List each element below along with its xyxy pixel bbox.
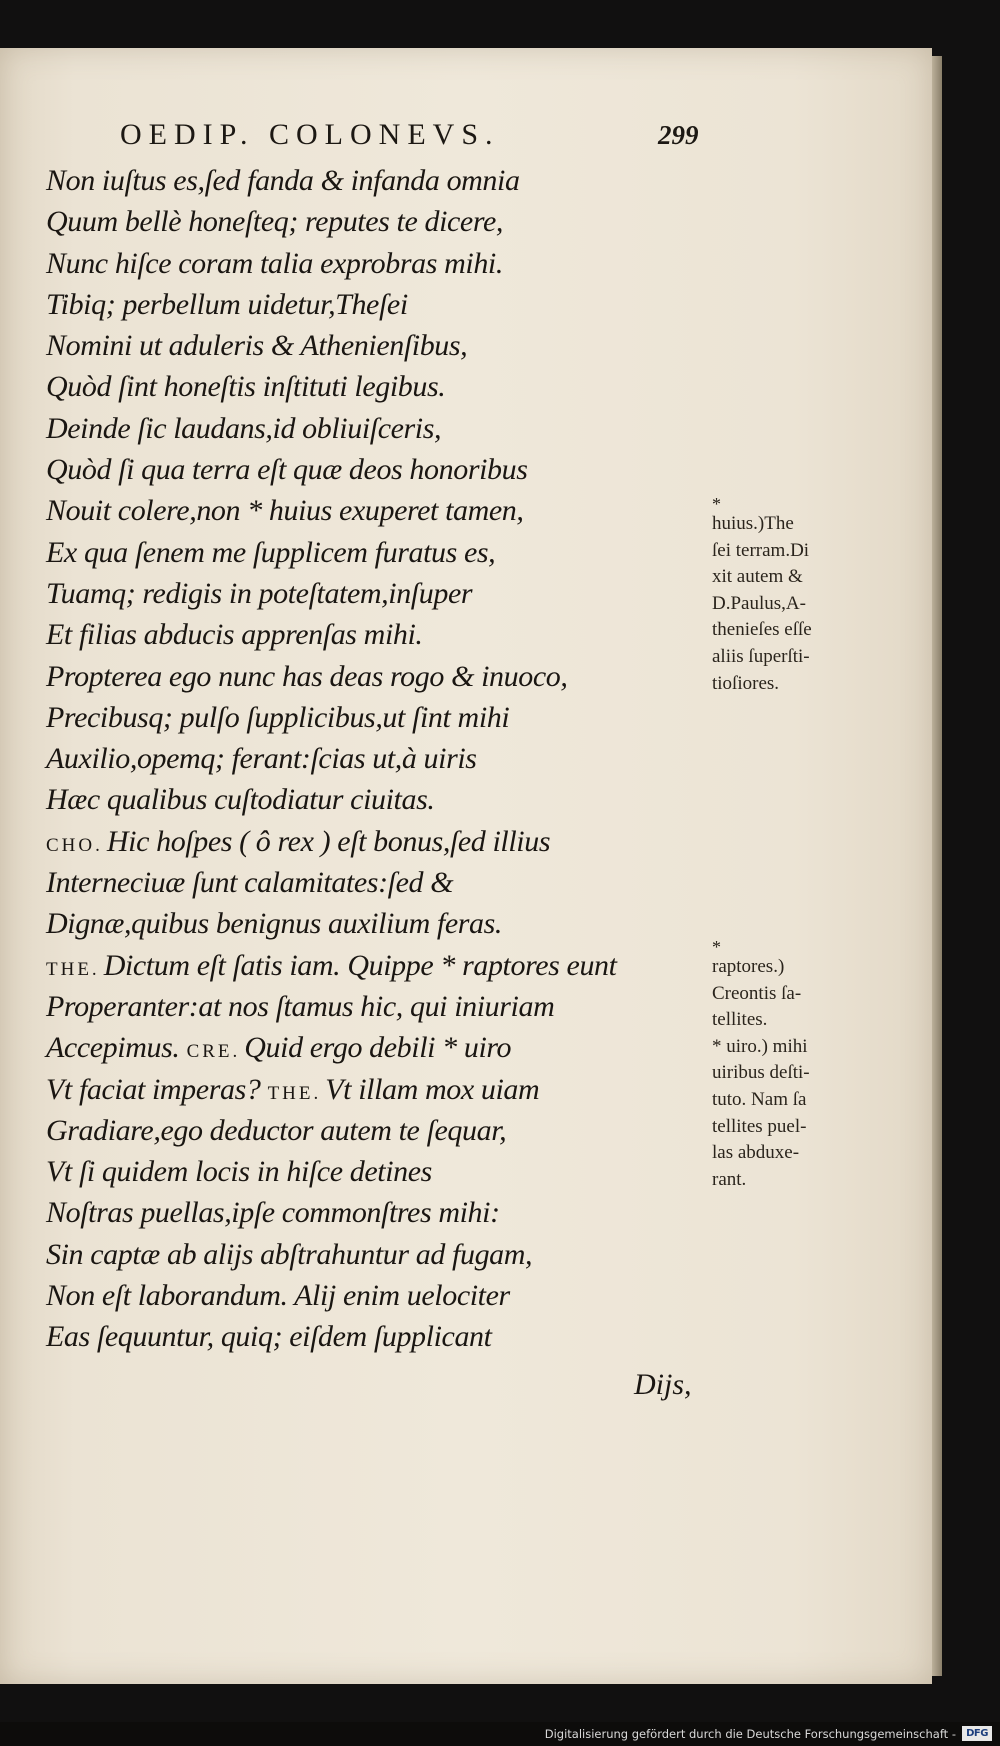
- verse-line: [46, 490, 686, 531]
- verse-line: [46, 1316, 686, 1357]
- page-number: 299: [658, 120, 699, 150]
- marginal-note-raptores: [712, 937, 882, 1193]
- verse-line: [46, 1275, 686, 1316]
- verse-line-text: Vt illam mox uiam: [325, 1072, 540, 1106]
- verse-line-text: Accepimus.: [46, 1031, 180, 1065]
- catchword: Dijs,: [634, 1368, 692, 1401]
- verse-line: [46, 1110, 686, 1151]
- note-line: ſei terram.Di: [712, 539, 810, 561]
- note-line: uiribus deſti-: [712, 1062, 810, 1084]
- verse-line-text: Properanter:at nos ſtamus hic, qui iniuriam: [46, 989, 555, 1023]
- verse-line: [46, 201, 686, 242]
- verse-line: [46, 1027, 686, 1068]
- verse-line: [46, 1151, 686, 1192]
- speaker-label: CRE.: [186, 1041, 241, 1063]
- verse-line-text: Hic hoſpes ( ô rex ) eſt bonus,ſed illius: [106, 824, 551, 858]
- verse-line-text: Ex qua ſenem me ſupplicem furatus es,: [46, 535, 496, 569]
- verse-line: [46, 1234, 686, 1275]
- verse-line-text: Noſtras puellas,ipſe commonſtres mihi:: [46, 1196, 500, 1230]
- note-line: huius.)The: [712, 513, 794, 534]
- note-line: * uiro.) mihi: [712, 1035, 808, 1057]
- note-line: xit autem &: [712, 566, 803, 588]
- verse-line: [46, 243, 686, 284]
- verse-line: [46, 160, 686, 201]
- verse-line: [46, 697, 686, 738]
- note-line: D.Paulus,A-: [712, 592, 806, 614]
- verse-line: [46, 821, 686, 862]
- verse-line-text: Tuamq; redigis in poteſtatem,inſuper: [46, 576, 473, 610]
- note-line: tuto. Nam ſa: [712, 1088, 807, 1110]
- verse-line-text: Nomini ut aduleris & Athenienſibus,: [46, 329, 468, 363]
- verse-line-text: Eas ſequuntur, quiq; eiſdem ſupplicant: [46, 1320, 492, 1354]
- verse-line: [46, 986, 686, 1027]
- verse-line-text: Gradiare,ego deductor autem te ſequar,: [46, 1113, 507, 1147]
- running-title: OEDIP. COLONEVS.: [120, 118, 500, 151]
- verse-line-text: Propterea ego nunc has deas rogo & inuoco,: [46, 659, 568, 693]
- verse-line: [46, 903, 686, 944]
- marginal-note-huius: [712, 494, 882, 697]
- funding-note: Digitalisierung gefördert durch die Deutsche Forschungsgemeinschaft -: [544, 1727, 956, 1741]
- verse-line-text: Et filias abducis apprenſas mihi.: [46, 618, 423, 652]
- note-line: Creontis ſa-: [712, 982, 802, 1004]
- verse-line-text: Auxilio,opemq; ferant:ſcias ut,à uiris: [46, 742, 477, 776]
- note-marker: *: [712, 937, 721, 957]
- note-line: tioſiores.: [712, 672, 780, 694]
- verse-line: [46, 325, 686, 366]
- verse-line-text: Vt ſi quidem locis in hiſce detines: [46, 1155, 432, 1189]
- verse-line: [46, 945, 686, 986]
- verse-line: [46, 779, 686, 820]
- verse-line-text: Dictum eſt ſatis iam. Quippe * raptores eunt: [103, 948, 617, 982]
- note-line: aliis ſuperſti-: [712, 645, 810, 667]
- note-line: tellites.: [712, 1009, 768, 1031]
- verse-line-text: Quid ergo debili * uiro: [244, 1031, 512, 1065]
- note-line: raptores.): [712, 956, 785, 977]
- verse-line-text: Hæc qualibus cuſtodiatur ciuitas.: [46, 783, 435, 817]
- verse-line-text: Quòd ſi qua terra eſt quæ deos honoribus: [46, 453, 528, 487]
- note-line: las abduxe-: [712, 1142, 800, 1164]
- verse-line-text: Nouit colere,non * huius exuperet tamen,: [46, 494, 524, 528]
- dfg-logo: DFG: [962, 1726, 992, 1741]
- speaker-label: THE.: [267, 1082, 322, 1104]
- verse-line-text: Precibusq; pulſo ſupplicibus,ut ſint mihi: [46, 700, 510, 734]
- verse-line-text: Vt faciat imperas?: [46, 1072, 261, 1106]
- verse-line: [46, 449, 686, 490]
- verse-line-text: Nunc hiſce coram talia exprobras mihi.: [46, 246, 503, 280]
- verse-line-text: Tibiq; perbellum uidetur,Theſei: [46, 287, 408, 321]
- note-line: thenieſes eſſe: [712, 619, 812, 641]
- verse-line-text: Dignæ,quibus benignus auxilium feras.: [46, 907, 503, 941]
- verse-line-text: Quòd ſint honeſtis inſtituti legibus.: [46, 370, 446, 404]
- note-marker: *: [712, 494, 721, 514]
- speaker-label: THE.: [46, 958, 100, 980]
- verse-line: [46, 1192, 686, 1233]
- verse-line: [46, 366, 686, 407]
- verse-line-text: Non iuſtus es,ſed fanda & infanda omnia: [46, 164, 520, 197]
- note-line: rant.: [712, 1168, 747, 1190]
- speaker-label: CHO.: [46, 834, 103, 856]
- verse-line: [46, 532, 686, 573]
- note-line: tellites puel-: [712, 1115, 807, 1137]
- verse-line: [46, 862, 686, 903]
- verse-line: [46, 656, 686, 697]
- verse-line: [46, 408, 686, 449]
- verse-line-text: Quum bellè honeſteq; reputes te dicere,: [46, 205, 504, 239]
- verse-line-text: Sin captæ ab alijs abſtrahuntur ad fugam,: [46, 1237, 533, 1271]
- verse-line: [46, 1069, 686, 1110]
- verse-text: [46, 160, 686, 1358]
- verse-line: [46, 284, 686, 325]
- verse-line-text: Interneciuæ ſunt calamitates:ſed &: [46, 866, 454, 900]
- verse-line: [46, 738, 686, 779]
- verse-line: [46, 573, 686, 614]
- verse-line-text: Non eſt laborandum. Alij enim uelociter: [46, 1279, 510, 1313]
- verse-line-text: Deinde ſic laudans,id obliuiſceris,: [46, 411, 442, 445]
- verse-line: [46, 614, 686, 655]
